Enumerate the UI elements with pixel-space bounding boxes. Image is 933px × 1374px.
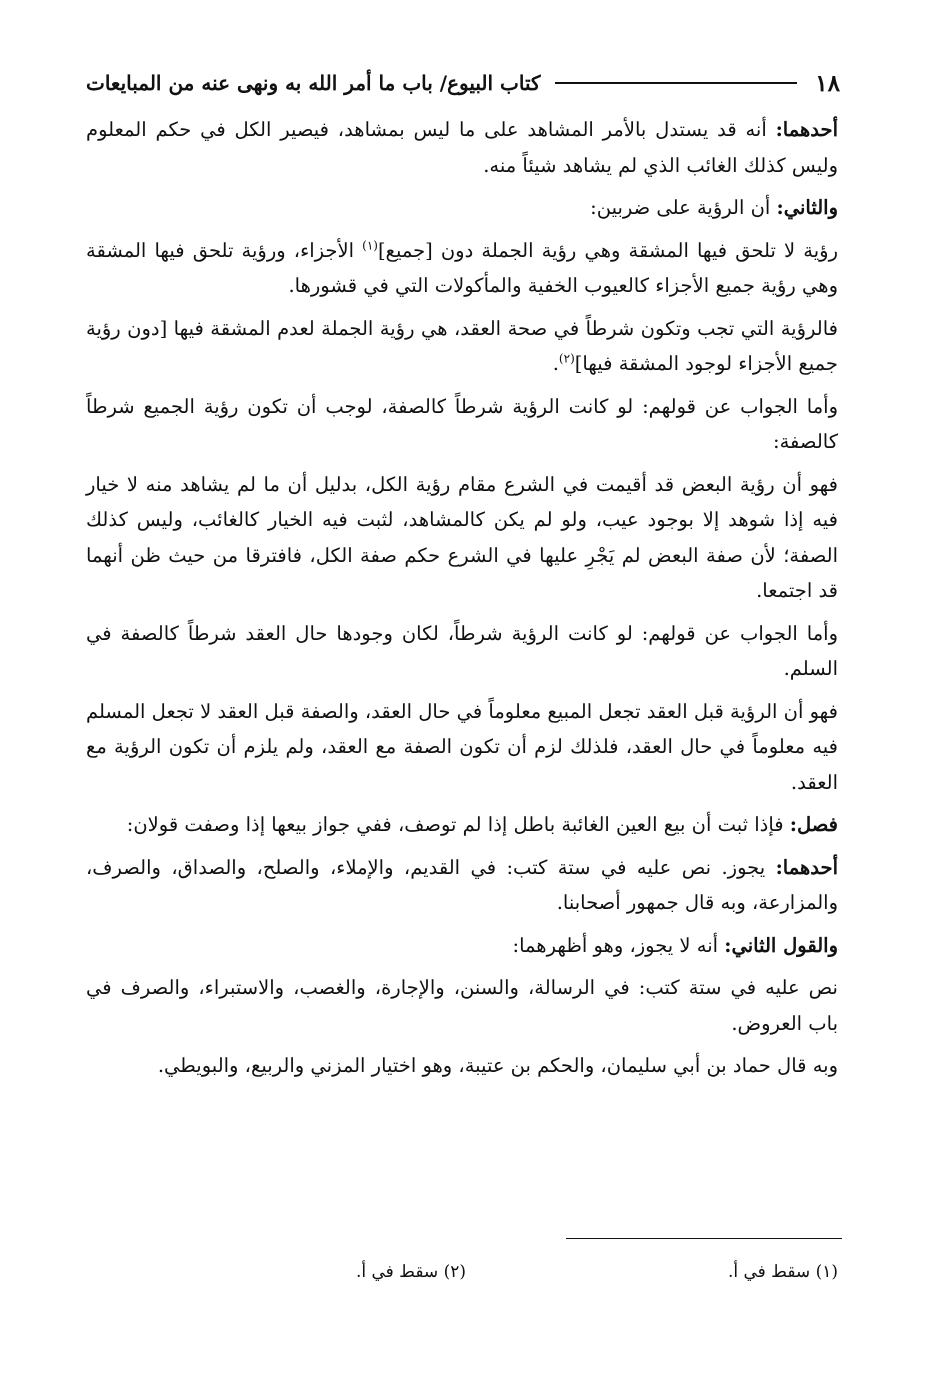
paragraph-text-cont: . — [552, 352, 559, 375]
footnote-text: سقط في أ. — [727, 1262, 811, 1282]
paragraph-lead: أحدهما: — [775, 118, 838, 141]
paragraph-text: فهو أن الرؤية قبل العقد تجعل المبيع معلوماً في حال العقد، والصفة قبل العقد لا تجعل المسلم فيه معلوماً في حال العقد، فلذلك لزم أن تكون الصفة مع العقد، ولم يلزم أن تكون الرؤية مع العقد. — [86, 699, 838, 794]
paragraph — [86, 807, 838, 843]
paragraph — [86, 970, 838, 1041]
running-title: كتاب البيوع/ باب ما أمر الله به ونهى عنه من المبايعات — [86, 71, 541, 95]
footnote-label: (٢) — [443, 1262, 466, 1282]
paragraph-text: أنه لا يجوز، وهو أظهرهما: — [512, 933, 725, 957]
paragraph-lead: فصل: — [789, 813, 838, 836]
page-header — [86, 68, 840, 98]
paragraph-text: فإذا ثبت أن بيع العين الغائبة باطل إذا لم توصف، ففي جواز بيعها إذا وصفت قولان: — [126, 813, 790, 836]
paragraph-text: وأما الجواب عن قولهم: لو كانت الرؤية شرطاً، لكان وجودها حال العقد شرطاً كالصفة في السلم. — [86, 621, 838, 680]
footnote-ref: (٢) — [558, 351, 575, 366]
paragraph-text: فالرؤية التي تجب وتكون شرطاً في صحة العقد، هي رؤية الجملة لعدم المشقة فيها [دون رؤية جميع الأجزاء لوجود المشقة فيها] — [86, 316, 838, 375]
paragraph-lead: والثاني: — [776, 196, 838, 219]
paragraph-lead: والقول الثاني: — [724, 933, 838, 957]
paragraph-text: أن الرؤية على ضربين: — [590, 196, 777, 219]
page-number: ١٨ — [815, 69, 840, 97]
header-rule — [555, 82, 798, 84]
paragraph-text-cont: الأجزاء، ورؤية تلحق فيها المشقة وهي رؤية جميع الأجزاء كالعيوب الخفية والمأكولات التي في قشورها. — [86, 238, 838, 297]
paragraph — [86, 190, 838, 226]
paragraph-text: وأما الجواب عن قولهم: لو كانت الرؤية شرطاً كالصفة، لوجب أن تكون رؤية الجميع شرطاً كالصفة: — [86, 394, 838, 453]
footnote-ref: (١) — [362, 238, 378, 252]
paragraph — [86, 389, 838, 460]
paragraph — [86, 694, 838, 801]
footnote-text: سقط في أ. — [355, 1262, 439, 1282]
paragraph-text: وبه قال حماد بن أبي سليمان، والحكم بن عتيبة، وهو اختيار المزني والربيع، والبويطي. — [157, 1054, 838, 1077]
paragraph — [86, 1048, 838, 1084]
footnotes — [86, 1262, 838, 1292]
paragraph-text: يجوز. نص عليه في ستة كتب: في القديم، والإملاء، والصلح، والصداق، والصرف، والمزارعة، وبه قال جمهور أصحابنا. — [86, 855, 838, 914]
paragraph-text: فهو أن رؤية البعض قد أقيمت في الشرع مقام رؤية الكل، بدليل أن ما لم يشاهد منه لا خيار فيه إذا شوهد إلا بوجود عيب، ولو لم يكن كالمشاهد، لثبت فيه الخيار كالغائب، وليس كذلك الصفة؛ لأن صفة البعض لم يَجْرِ عليها في الشرع حكم صفة الكل، فافترقا من حيث ظن أنهما قد اجتمعا. — [86, 472, 838, 602]
paragraph-lead: أحدهما: — [775, 855, 838, 879]
footnote-separator — [566, 1238, 842, 1239]
paragraph — [86, 233, 838, 304]
paragraph — [86, 928, 838, 964]
paragraph — [86, 850, 838, 921]
footnote — [356, 1262, 466, 1282]
footnote — [728, 1262, 838, 1282]
paragraph-text: رؤية لا تلحق فيها المشقة وهي رؤية الجملة دون [جميع] — [377, 238, 838, 262]
paragraph-text: نص عليه في ستة كتب: في الرسالة، والسنن، والإجارة، والغصب، والاستبراء، والصرف في باب العروض. — [86, 976, 838, 1035]
paragraph — [86, 112, 838, 183]
paragraph-text: أنه قد يستدل بالأمر المشاهد على ما ليس بمشاهد، فيصير الكل في حكم المعلوم وليس كذلك الغائب الذي لم يشاهد شيئاً منه. — [86, 118, 838, 177]
footnote-label: (١) — [815, 1262, 838, 1282]
main-text — [86, 112, 838, 1091]
paragraph — [86, 616, 838, 687]
paragraph — [86, 311, 838, 382]
paragraph — [86, 467, 838, 609]
